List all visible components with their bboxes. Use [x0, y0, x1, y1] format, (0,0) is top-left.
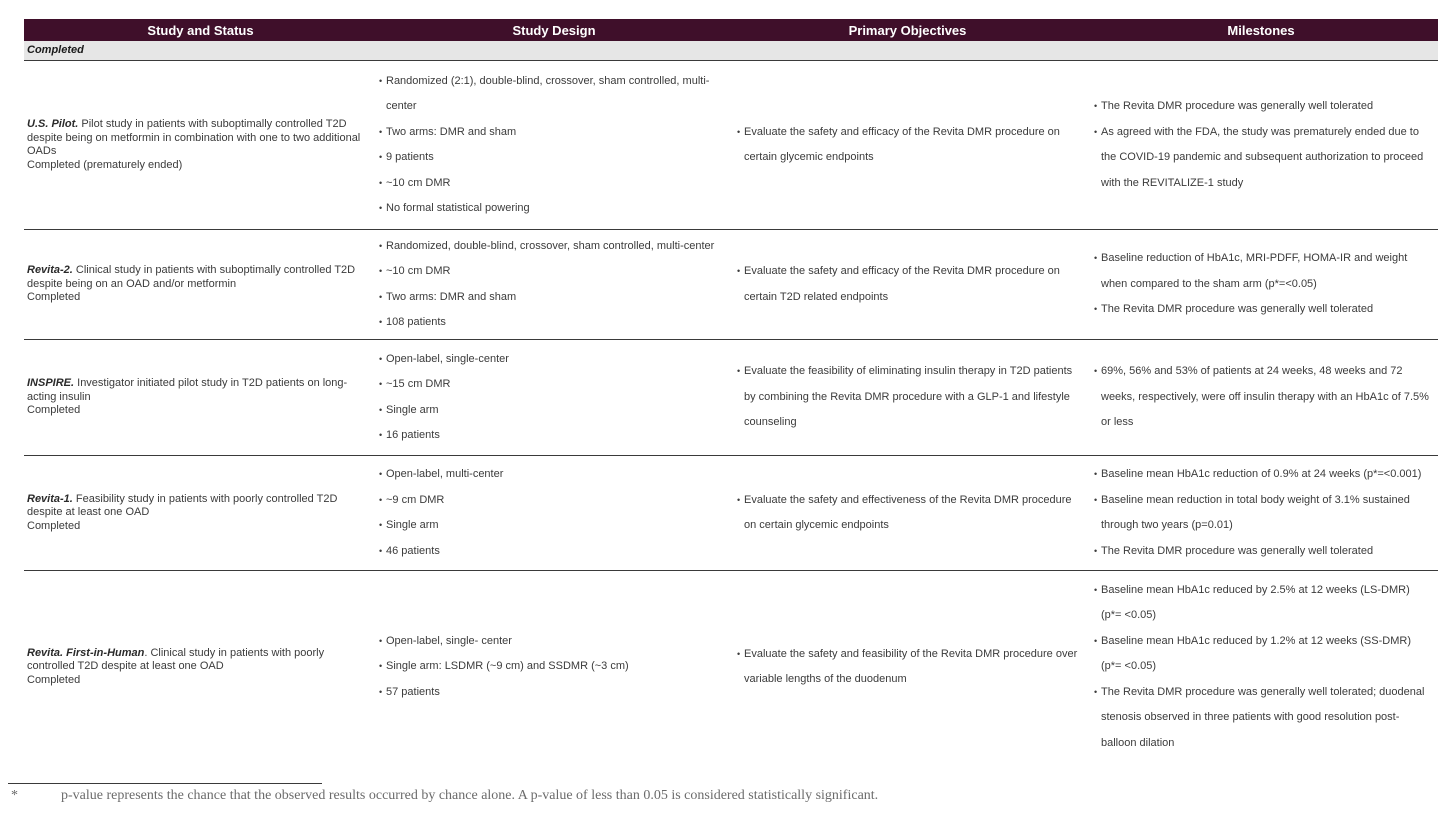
study-status: Completed [27, 291, 81, 304]
header-study-design: Study Design [512, 22, 596, 38]
design-item: • No formal statistical powering [379, 196, 731, 222]
milestones-cell [1084, 230, 1438, 339]
milestone-item: • 69%, 56% and 53% of patients at 24 weeks, 48 weeks and 72 weeks, respectively, were off insulin therapy with an HbA1c of 7.5% or less [1094, 359, 1432, 436]
footnote-text: p-value represents the chance that the observed results occurred by chance alone. A p-value of less than 0.05 is considered statistically significant. [61, 788, 879, 803]
milestone-item: • Baseline mean reduction in total body weight of 3.1% sustained through two years (p=0.01) [1094, 488, 1432, 539]
table-row [24, 571, 1438, 763]
objective-item: • Evaluate the safety and efficacy of the Revita DMR procedure on certain glycemic endpoints [737, 120, 1082, 171]
study-name: Revita-1. [27, 492, 73, 505]
objectives-cell [731, 61, 1084, 229]
milestone-item: • The Revita DMR procedure was generally well tolerated [1094, 94, 1432, 120]
table-header [24, 19, 1438, 41]
design-item: • 16 patients [379, 423, 731, 449]
header-study-status: Study and Status [147, 22, 254, 38]
study-name: Revita-2. [27, 264, 73, 277]
objectives-cell [731, 571, 1084, 763]
design-item: • Two arms: DMR and sham [379, 120, 731, 146]
study-cell [24, 340, 377, 455]
design-item: • Open-label, single-center [379, 347, 731, 373]
design-item: • 57 patients [379, 680, 731, 706]
milestones-cell [1084, 571, 1438, 763]
study-description: Clinical study in patients with suboptimally controlled T2D despite being on an OAD and/or metformin [27, 264, 356, 290]
study-status: Completed [27, 404, 81, 417]
study-name: INSPIRE. [27, 377, 75, 390]
objective-item: • Evaluate the feasibility of eliminating insulin therapy in T2D patients by combining the Revita DMR procedure with a GLP-1 and lifestyle counseling [737, 359, 1082, 436]
design-cell [377, 456, 731, 570]
design-item: • Single arm [379, 398, 731, 424]
study-name: Revita. First-in-Human [27, 646, 145, 659]
table-row [24, 61, 1438, 230]
study-status: Completed [27, 519, 81, 532]
footnote [11, 788, 878, 804]
study-cell [24, 230, 377, 339]
milestone-item: • Baseline mean HbA1c reduction of 0.9% at 24 weeks (p*=<0.001) [1094, 462, 1432, 488]
milestone-item: • Baseline reduction of HbA1c, MRI-PDFF, HOMA-IR and weight when compared to the sham arm (p*=<0.05) [1094, 246, 1432, 297]
milestones-cell [1084, 61, 1438, 229]
design-item: • ~10 cm DMR [379, 171, 731, 197]
objective-item: • Evaluate the safety and effectiveness of the Revita DMR procedure on certain glycemic endpoints [737, 488, 1082, 539]
design-item: • 108 patients [379, 310, 731, 336]
study-cell [24, 456, 377, 570]
milestones-cell [1084, 340, 1438, 455]
design-item: • Single arm [379, 513, 731, 539]
design-item: • ~10 cm DMR [379, 259, 731, 285]
design-item: • Two arms: DMR and sham [379, 285, 731, 311]
study-cell [24, 61, 377, 229]
design-cell [377, 571, 731, 763]
header-milestones: Milestones [1227, 22, 1295, 38]
milestone-item: • The Revita DMR procedure was generally well tolerated [1094, 297, 1432, 323]
table-row [24, 340, 1438, 456]
objective-item: • Evaluate the safety and feasibility of the Revita DMR procedure over variable lengths of the duodenum [737, 642, 1082, 693]
study-description: Pilot study in patients with suboptimally controlled T2D despite being on metformin in combination with one to two additional OADs [27, 118, 361, 157]
milestone-item: • The Revita DMR procedure was generally well tolerated; duodenal stenosis observed in three patients with good resolution post-balloon dilation [1094, 680, 1432, 757]
design-item: • Randomized (2:1), double-blind, crossover, sham controlled, multi-center [379, 69, 731, 120]
study-description: Feasibility study in patients with poorly controlled T2D despite at least one OAD [27, 492, 338, 519]
study-cell [24, 571, 377, 763]
objectives-cell [731, 230, 1084, 339]
design-cell [377, 340, 731, 455]
study-name: U.S. Pilot. [27, 118, 79, 130]
design-item: • ~15 cm DMR [379, 372, 731, 398]
objective-item: • Evaluate the safety and efficacy of the Revita DMR procedure on certain T2D related endpoints [737, 259, 1082, 310]
objectives-cell [731, 340, 1084, 455]
studies-table [24, 19, 1438, 763]
objectives-cell [731, 456, 1084, 570]
milestone-item: • As agreed with the FDA, the study was prematurely ended due to the COVID-19 pandemic and subsequent authorization to proceed with the REVITALIZE-1 study [1094, 120, 1432, 197]
design-item: • Open-label, single- center [379, 629, 731, 655]
footnote-mark: * [11, 788, 18, 803]
design-item: • ~9 cm DMR [379, 488, 731, 514]
milestone-item: • Baseline mean HbA1c reduced by 2.5% at 12 weeks (LS-DMR) (p*= <0.05) [1094, 578, 1432, 629]
header-primary-objectives: Primary Objectives [848, 22, 967, 38]
design-item: • Single arm: LSDMR (~9 cm) and SSDMR (~3 cm) [379, 654, 731, 680]
milestone-item: • Baseline mean HbA1c reduced by 1.2% at 12 weeks (SS-DMR) (p*= <0.05) [1094, 629, 1432, 680]
table-row [24, 230, 1438, 340]
study-description: Investigator initiated pilot study in T2D patients on long-acting insulin [27, 377, 348, 403]
design-item: • Randomized, double-blind, crossover, sham controlled, multi-center [379, 234, 731, 260]
footnote-rule [8, 783, 322, 784]
design-item: • 9 patients [379, 145, 731, 171]
design-cell [377, 61, 731, 229]
table-row [24, 456, 1438, 571]
study-status: Completed [27, 673, 81, 686]
study-status: Completed (prematurely ended) [27, 158, 183, 171]
study-description: . Clinical study in patients with poorly controlled T2D despite at least one OAD [27, 646, 325, 673]
design-cell [377, 230, 731, 339]
design-item: • 46 patients [379, 539, 731, 565]
design-item: • Open-label, multi-center [379, 462, 731, 488]
milestones-cell [1084, 456, 1438, 570]
milestone-item: • The Revita DMR procedure was generally well tolerated [1094, 539, 1432, 565]
section-label: Completed [24, 41, 1438, 61]
